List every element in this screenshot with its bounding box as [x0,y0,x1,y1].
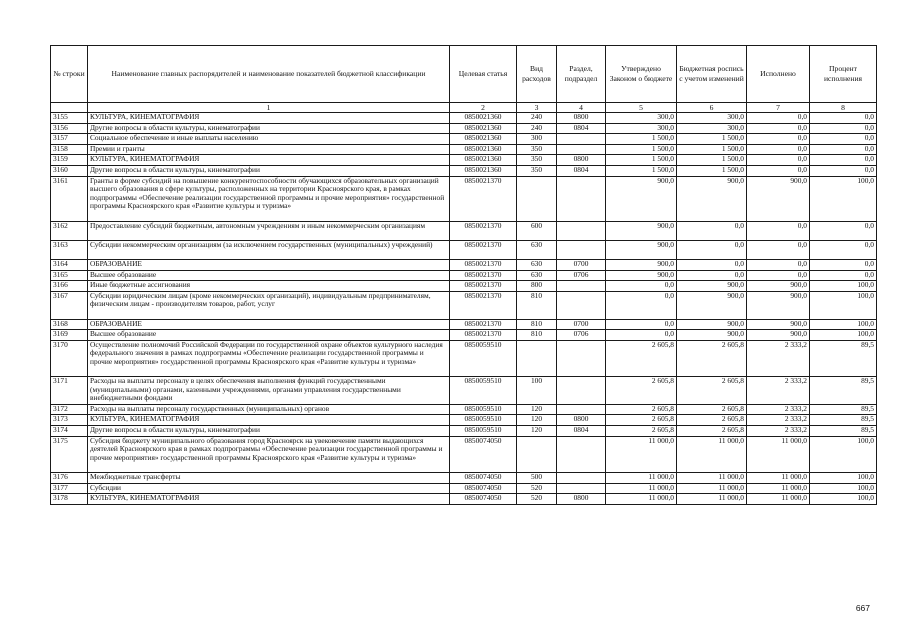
cell-section [557,340,606,376]
cell-name: КУЛЬТУРА, КИНЕМАТОГРАФИЯ [88,415,450,426]
cell-target-article: 0850021370 [450,291,517,319]
cell-percent: 100,0 [810,483,877,494]
table-row [51,340,877,376]
cell-name: Предоставление субсидий бюджетным, автономным учреждениям и иным некоммерческим организациям [88,221,450,240]
cell-name: Гранты в форме субсидий на повышение конкурентоспособности обучающихся образовательных организаций высшего образования в сфере культуры, расположенных на территории Красноярского края, в рамках подпрограммы «Обеспечение реализации государственной программы и прочие мероприятия» государственной программы Красноярского края «Развитие культуры и туризма» [88,176,450,221]
cell-executed: 0,0 [747,165,810,176]
cell-section: 0800 [557,494,606,505]
cell-target-article: 0850021360 [450,155,517,166]
table-row [51,436,877,472]
cell-approved: 2 605,8 [606,340,677,376]
cell-approved: 0,0 [606,281,677,292]
budget-table [50,45,877,505]
column-number: 3 [517,103,557,113]
cell-expense-type: 240 [517,123,557,134]
cell-budget-schedule: 300,0 [677,113,747,124]
cell-approved: 300,0 [606,123,677,134]
cell-target-article: 0850059510 [450,404,517,415]
cell-approved: 2 605,8 [606,404,677,415]
cell-target-article: 0850074050 [450,436,517,472]
cell-expense-type [517,340,557,376]
cell-budget-schedule: 11 000,0 [677,483,747,494]
header-expense-type: Вид расходов [517,46,557,103]
cell-executed: 0,0 [747,123,810,134]
cell-section: 0706 [557,270,606,281]
cell-name: Субсидии некоммерческим организациям (за исключением государственных (муниципальных) учреждений) [88,240,450,259]
cell-section: 0800 [557,155,606,166]
cell-row-number: 3166 [51,281,88,292]
column-number: 6 [677,103,747,113]
cell-percent: 100,0 [810,281,877,292]
cell-row-number: 3156 [51,123,88,134]
cell-executed: 0,0 [747,240,810,259]
cell-executed: 0,0 [747,134,810,145]
cell-expense-type: 520 [517,483,557,494]
cell-approved: 2 605,8 [606,426,677,437]
cell-budget-schedule: 300,0 [677,123,747,134]
cell-approved: 0,0 [606,319,677,330]
cell-section [557,404,606,415]
cell-budget-schedule: 2 605,8 [677,426,747,437]
cell-budget-schedule: 11 000,0 [677,436,747,472]
cell-percent: 0,0 [810,113,877,124]
cell-percent: 100,0 [810,330,877,341]
cell-target-article: 0850021360 [450,123,517,134]
table-row [51,291,877,319]
cell-target-article: 0850021370 [450,270,517,281]
cell-budget-schedule: 900,0 [677,319,747,330]
cell-name: Расходы на выплаты персоналу государственных (муниципальных) органов [88,404,450,415]
cell-name: Другие вопросы в области культуры, кинематографии [88,123,450,134]
cell-row-number: 3158 [51,144,88,155]
cell-row-number: 3160 [51,165,88,176]
cell-name: КУЛЬТУРА, КИНЕМАТОГРАФИЯ [88,113,450,124]
cell-percent: 0,0 [810,123,877,134]
cell-row-number: 3163 [51,240,88,259]
cell-row-number: 3162 [51,221,88,240]
cell-budget-schedule: 0,0 [677,270,747,281]
cell-approved: 2 605,8 [606,415,677,426]
cell-section [557,176,606,221]
header-executed: Исполнено [747,46,810,103]
cell-target-article: 0850021360 [450,165,517,176]
cell-executed: 11 000,0 [747,436,810,472]
cell-target-article: 0850021370 [450,330,517,341]
column-number-row [51,103,877,113]
cell-approved: 900,0 [606,259,677,270]
cell-expense-type: 630 [517,240,557,259]
cell-approved: 900,0 [606,270,677,281]
cell-target-article: 0850021370 [450,259,517,270]
cell-budget-schedule: 900,0 [677,291,747,319]
cell-row-number: 3165 [51,270,88,281]
header-approved: Утверждено Законом о бюджете [606,46,677,103]
cell-name: Иные бюджетные ассигнования [88,281,450,292]
table-row [51,404,877,415]
cell-budget-schedule: 2 605,8 [677,404,747,415]
cell-executed: 0,0 [747,259,810,270]
cell-percent: 89,5 [810,426,877,437]
cell-name: Другие вопросы в области культуры, кинематографии [88,165,450,176]
cell-percent: 89,5 [810,415,877,426]
cell-section: 0800 [557,415,606,426]
cell-name: ОБРАЗОВАНИЕ [88,259,450,270]
cell-executed: 11 000,0 [747,494,810,505]
column-number: 7 [747,103,810,113]
cell-target-article: 0850074050 [450,494,517,505]
cell-row-number: 3159 [51,155,88,166]
column-number: 4 [557,103,606,113]
table-row [51,281,877,292]
table-row [51,426,877,437]
cell-name: Субсидии юридическим лицам (кроме некоммерческих организаций), индивидуальным предпринимателям, физическим лицам - производителям товаров, работ, услуг [88,291,450,319]
cell-row-number: 3161 [51,176,88,221]
budget-execution-sheet [50,45,876,505]
table-row [51,494,877,505]
cell-section: 0706 [557,330,606,341]
cell-expense-type [517,436,557,472]
table-row [51,483,877,494]
cell-row-number: 3155 [51,113,88,124]
cell-target-article: 0850021370 [450,221,517,240]
cell-executed: 2 333,2 [747,404,810,415]
cell-section [557,221,606,240]
table-row [51,319,877,330]
cell-expense-type: 350 [517,144,557,155]
column-number: 8 [810,103,877,113]
cell-approved: 1 500,0 [606,165,677,176]
table-row [51,144,877,155]
cell-budget-schedule: 1 500,0 [677,144,747,155]
cell-target-article: 0850074050 [450,483,517,494]
cell-expense-type: 810 [517,291,557,319]
cell-expense-type: 120 [517,415,557,426]
cell-budget-schedule: 2 605,8 [677,415,747,426]
cell-approved: 11 000,0 [606,473,677,484]
cell-section: 0804 [557,123,606,134]
cell-budget-schedule: 0,0 [677,240,747,259]
cell-percent: 100,0 [810,319,877,330]
column-number-blank [51,103,88,113]
cell-expense-type: 810 [517,319,557,330]
cell-percent: 0,0 [810,240,877,259]
cell-executed: 2 333,2 [747,426,810,437]
table-row [51,155,877,166]
cell-name: Другие вопросы в области культуры, кинематографии [88,426,450,437]
cell-percent: 0,0 [810,165,877,176]
cell-expense-type: 630 [517,270,557,281]
table-row [51,176,877,221]
cell-name: Расходы на выплаты персоналу в целях обеспечения выполнения функций государственными (муниципальными) органами, казенными учреждениями, органами управления государственными внебюджетными фондами [88,377,450,405]
cell-executed: 0,0 [747,155,810,166]
cell-row-number: 3164 [51,259,88,270]
cell-executed: 900,0 [747,291,810,319]
cell-row-number: 3169 [51,330,88,341]
cell-budget-schedule: 1 500,0 [677,134,747,145]
header-budget-schedule: Бюджетная роспись с учетом изменений [677,46,747,103]
cell-expense-type: 300 [517,134,557,145]
cell-section [557,240,606,259]
cell-approved: 300,0 [606,113,677,124]
cell-executed: 2 333,2 [747,377,810,405]
cell-expense-type: 120 [517,404,557,415]
cell-target-article: 0850021360 [450,113,517,124]
cell-target-article: 0850074050 [450,473,517,484]
cell-name: Субсидии [88,483,450,494]
cell-expense-type: 120 [517,426,557,437]
cell-approved: 0,0 [606,330,677,341]
cell-expense-type: 600 [517,221,557,240]
cell-target-article: 0850021370 [450,281,517,292]
table-row [51,123,877,134]
cell-percent: 100,0 [810,176,877,221]
cell-row-number: 3178 [51,494,88,505]
cell-target-article: 0850059510 [450,426,517,437]
cell-budget-schedule: 11 000,0 [677,494,747,505]
cell-budget-schedule: 900,0 [677,176,747,221]
cell-name: Межбюджетные трансферты [88,473,450,484]
cell-budget-schedule: 900,0 [677,330,747,341]
cell-section [557,281,606,292]
cell-executed: 0,0 [747,113,810,124]
cell-percent: 100,0 [810,494,877,505]
cell-name: Премии и гранты [88,144,450,155]
page-number: 667 [855,603,870,613]
cell-row-number: 3173 [51,415,88,426]
header-section: Раздел, подраздел [557,46,606,103]
cell-expense-type: 500 [517,473,557,484]
cell-executed: 11 000,0 [747,473,810,484]
table-row [51,221,877,240]
cell-target-article: 0850021360 [450,134,517,145]
cell-percent: 0,0 [810,259,877,270]
cell-section [557,473,606,484]
cell-name: КУЛЬТУРА, КИНЕМАТОГРАФИЯ [88,494,450,505]
cell-row-number: 3171 [51,377,88,405]
cell-executed: 0,0 [747,144,810,155]
cell-name: Осуществление полномочий Российской Федерации по государственной охране объектов культурного наследия федерального значения в рамках подпрограммы «Обеспечение реализации государственной программы и прочие мероприятия» государственной программы Красноярского края «Развитие культуры и туризма» [88,340,450,376]
cell-section [557,483,606,494]
cell-budget-schedule: 11 000,0 [677,473,747,484]
cell-executed: 0,0 [747,221,810,240]
cell-target-article: 0850059510 [450,415,517,426]
cell-approved: 1 500,0 [606,134,677,145]
cell-target-article: 0850021360 [450,144,517,155]
header-target-article: Целевая статья [450,46,517,103]
cell-percent: 0,0 [810,144,877,155]
cell-expense-type: 100 [517,377,557,405]
cell-approved: 2 605,8 [606,377,677,405]
table-row [51,113,877,124]
cell-name: Высшее образование [88,270,450,281]
cell-approved: 900,0 [606,176,677,221]
column-number: 1 [88,103,450,113]
cell-row-number: 3174 [51,426,88,437]
cell-row-number: 3157 [51,134,88,145]
cell-name: КУЛЬТУРА, КИНЕМАТОГРАФИЯ [88,155,450,166]
header-row-number: № строки [51,46,88,103]
cell-percent: 89,5 [810,377,877,405]
cell-target-article: 0850059510 [450,340,517,376]
cell-name: Высшее образование [88,330,450,341]
cell-section [557,291,606,319]
cell-target-article: 0850021370 [450,319,517,330]
cell-executed: 900,0 [747,176,810,221]
header-row [51,46,877,103]
column-number: 2 [450,103,517,113]
cell-expense-type: 350 [517,155,557,166]
cell-name: Социальное обеспечение и иные выплаты населению [88,134,450,145]
cell-section [557,144,606,155]
cell-executed: 900,0 [747,330,810,341]
cell-expense-type: 240 [517,113,557,124]
cell-row-number: 3167 [51,291,88,319]
cell-section [557,377,606,405]
table-row [51,330,877,341]
table-body [51,113,877,505]
cell-approved: 1 500,0 [606,155,677,166]
cell-target-article: 0850059510 [450,377,517,405]
header-name: Наименование главных распорядителей и наименование показателей бюджетной классификации [88,46,450,103]
cell-row-number: 3170 [51,340,88,376]
cell-row-number: 3176 [51,473,88,484]
cell-executed: 2 333,2 [747,340,810,376]
cell-executed: 900,0 [747,281,810,292]
cell-expense-type: 520 [517,494,557,505]
header-percent: Процент исполнения [810,46,877,103]
cell-section [557,436,606,472]
cell-percent: 0,0 [810,270,877,281]
cell-expense-type: 630 [517,259,557,270]
cell-executed: 900,0 [747,319,810,330]
table-row [51,377,877,405]
cell-target-article: 0850021370 [450,176,517,221]
cell-name: ОБРАЗОВАНИЕ [88,319,450,330]
cell-percent: 100,0 [810,473,877,484]
cell-approved: 11 000,0 [606,436,677,472]
cell-percent: 0,0 [810,155,877,166]
cell-percent: 100,0 [810,436,877,472]
cell-expense-type: 800 [517,281,557,292]
cell-row-number: 3177 [51,483,88,494]
table-header [51,46,877,113]
cell-section: 0800 [557,113,606,124]
table-row [51,134,877,145]
cell-approved: 0,0 [606,291,677,319]
cell-approved: 900,0 [606,221,677,240]
cell-executed: 11 000,0 [747,483,810,494]
cell-budget-schedule: 900,0 [677,281,747,292]
cell-approved: 900,0 [606,240,677,259]
cell-section: 0804 [557,165,606,176]
cell-budget-schedule: 2 605,8 [677,377,747,405]
cell-section: 0700 [557,319,606,330]
cell-percent: 89,5 [810,340,877,376]
cell-executed: 0,0 [747,270,810,281]
table-row [51,270,877,281]
cell-percent: 89,5 [810,404,877,415]
cell-percent: 100,0 [810,291,877,319]
cell-expense-type: 810 [517,330,557,341]
table-row [51,415,877,426]
cell-budget-schedule: 1 500,0 [677,165,747,176]
table-row [51,259,877,270]
cell-budget-schedule: 1 500,0 [677,155,747,166]
cell-section: 0804 [557,426,606,437]
cell-approved: 11 000,0 [606,483,677,494]
cell-name: Субсидия бюджету муниципального образования город Красноярск на увековечение памяти выдающихся деятелей Красноярского края в рамках подпрограммы «Обеспечение реализации государственной программы и прочие мероприятия» государственной программы Красноярского края «Развитие культуры и туризма» [88,436,450,472]
cell-approved: 1 500,0 [606,144,677,155]
cell-budget-schedule: 2 605,8 [677,340,747,376]
cell-percent: 0,0 [810,134,877,145]
cell-percent: 0,0 [810,221,877,240]
cell-budget-schedule: 0,0 [677,259,747,270]
cell-row-number: 3168 [51,319,88,330]
column-number: 5 [606,103,677,113]
cell-expense-type [517,176,557,221]
table-row [51,240,877,259]
cell-executed: 2 333,2 [747,415,810,426]
cell-approved: 11 000,0 [606,494,677,505]
table-row [51,473,877,484]
cell-section: 0700 [557,259,606,270]
table-row [51,165,877,176]
cell-row-number: 3172 [51,404,88,415]
cell-target-article: 0850021370 [450,240,517,259]
cell-row-number: 3175 [51,436,88,472]
cell-expense-type: 350 [517,165,557,176]
cell-section [557,134,606,145]
cell-budget-schedule: 0,0 [677,221,747,240]
